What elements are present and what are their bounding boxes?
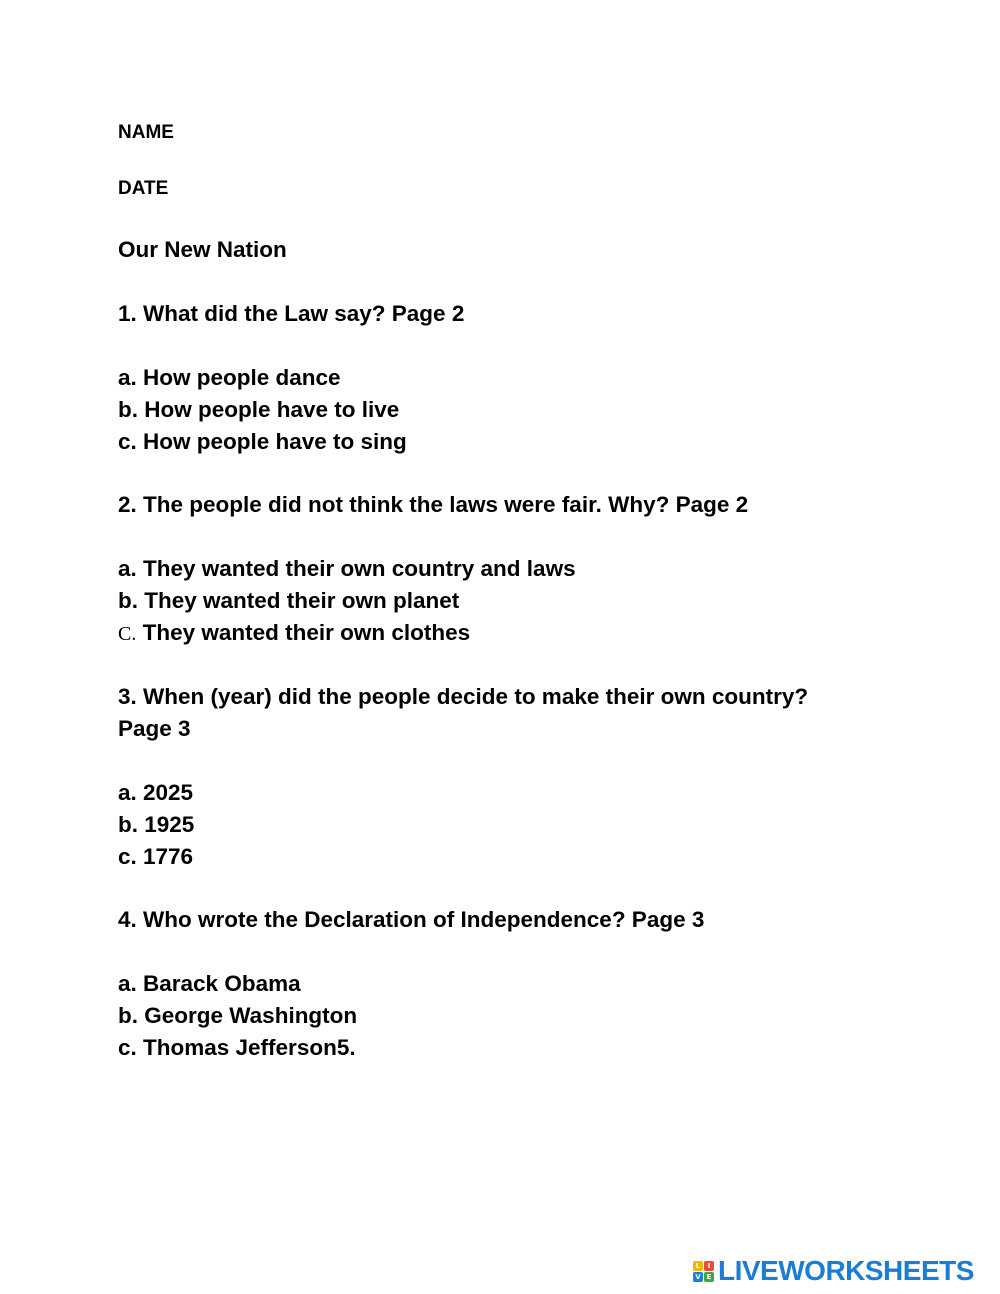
question-1-option-a: a. How people dance xyxy=(118,365,341,390)
name-label: NAME xyxy=(118,122,174,143)
question-4-prompt: 4. Who wrote the Declaration of Independence? Page 3 xyxy=(118,907,705,932)
question-1-option-b: b. How people have to live xyxy=(118,397,400,422)
question-3-prompt-line1: 3. When (year) did the people decide to make their own country? xyxy=(118,684,809,709)
question-2-option-c xyxy=(118,622,470,645)
worksheet-title: Our New Nation xyxy=(118,237,287,262)
logo-block-v: V xyxy=(693,1272,703,1282)
question-2-prompt: 2. The people did not think the laws were fair. Why? Page 2 xyxy=(118,492,749,517)
liveworksheets-logo xyxy=(693,1256,974,1286)
question-4-option-b: b. George Washington xyxy=(118,1003,358,1028)
question-2-option-c-text: They wanted their own clothes xyxy=(142,620,471,645)
question-4-option-c: c. Thomas Jefferson5. xyxy=(118,1035,356,1060)
logo-text: LIVEWORKSHEETS xyxy=(718,1255,974,1286)
question-4-option-a: a. Barack Obama xyxy=(118,971,301,996)
logo-block-l: L xyxy=(693,1261,703,1271)
question-1-option-c: c. How people have to sing xyxy=(118,429,407,454)
logo-blocks-icon xyxy=(693,1261,714,1282)
question-2-option-c-letter: C. xyxy=(118,623,137,645)
question-1-prompt: 1. What did the Law say? Page 2 xyxy=(118,301,465,326)
question-2-option-b: b. They wanted their own planet xyxy=(118,588,460,613)
question-2-option-a: a. They wanted their own country and laws xyxy=(118,556,576,581)
date-label: DATE xyxy=(118,178,169,199)
question-3-option-c: c. 1776 xyxy=(118,844,194,869)
question-3-option-b: b. 1925 xyxy=(118,812,195,837)
question-3-prompt-line2: Page 3 xyxy=(118,716,191,741)
logo-block-e: E xyxy=(704,1272,714,1282)
question-3-option-a: a. 2025 xyxy=(118,780,194,805)
logo-block-i: I xyxy=(704,1261,714,1271)
